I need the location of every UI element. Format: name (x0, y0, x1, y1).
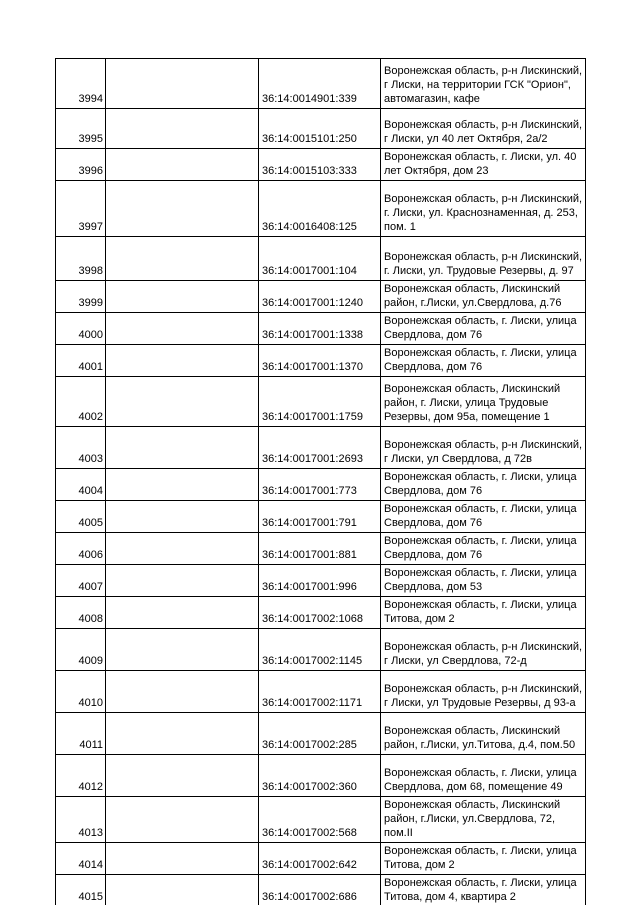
cadastral-number: 36:14:0017001:2693 (262, 453, 363, 465)
cadastral-number: 36:14:0017002:360 (262, 781, 357, 793)
address: Воронежская область, р-н Лискинский, г. Лиски, ул. Краснознаменная, д. 253, пом. 1 (384, 193, 583, 233)
row-number-cell (56, 671, 106, 713)
address-cell (381, 149, 586, 181)
blank-cell (106, 281, 259, 313)
cadastral-number: 36:14:0017001:1338 (262, 329, 363, 341)
table-row (56, 843, 586, 875)
blank-cell (106, 671, 259, 713)
cadastral-number: 36:14:0015103:333 (262, 165, 357, 177)
row-number-cell (56, 533, 106, 565)
address-cell (381, 469, 586, 501)
cadastral-number: 36:14:0015101:250 (262, 133, 357, 145)
row-number: 4011 (79, 739, 103, 751)
table-row (56, 281, 586, 313)
cadastral-number: 36:14:0017001:1759 (262, 411, 363, 423)
address: Воронежская область, р-н Лискинский, г Лиски, ул Свердлова, 72-д (384, 641, 583, 667)
table-row (56, 345, 586, 377)
blank-cell (106, 843, 259, 875)
address-cell (381, 597, 586, 629)
table-row (56, 501, 586, 533)
row-number-cell (56, 597, 106, 629)
address-cell (381, 345, 586, 377)
row-number: 4015 (78, 891, 103, 903)
row-number: 3995 (78, 133, 103, 145)
address: Воронежская область, г. Лиски, улица Свердлова, дом 76 (384, 535, 577, 561)
table-row (56, 797, 586, 843)
cadastral-cell (259, 377, 381, 427)
blank-cell (106, 59, 259, 109)
row-number: 4010 (78, 697, 103, 709)
row-number-cell (56, 149, 106, 181)
cadastral-number: 36:14:0014901:339 (262, 93, 357, 105)
cadastral-number: 36:14:0017001:1370 (262, 361, 363, 373)
cadastral-cell (259, 237, 381, 281)
blank-cell (106, 109, 259, 149)
address: Воронежская область, г. Лиски, улица Свердлова, дом 53 (384, 567, 577, 593)
cadastral-cell (259, 59, 381, 109)
row-number: 4006 (78, 549, 103, 561)
blank-cell (106, 597, 259, 629)
cadastral-cell (259, 345, 381, 377)
address: Воронежская область, г. Лиски, улица Свердлова, дом 76 (384, 503, 577, 529)
row-number-cell (56, 427, 106, 469)
address: Воронежская область, р-н Лискинский, г Лиски, ул Трудовые Резервы, д 93-а (384, 683, 583, 709)
cadastral-number: 36:14:0017002:642 (262, 859, 357, 871)
row-number: 4013 (78, 827, 103, 839)
blank-cell (106, 469, 259, 501)
address: Воронежская область, г. Лиски, улица Свердлова, дом 76 (384, 347, 577, 373)
table-row (56, 671, 586, 713)
blank-cell (106, 797, 259, 843)
row-number: 4014 (78, 859, 103, 871)
address: Воронежская область, Лискинский район, г.Лиски, ул.Свердлова, д.76 (384, 283, 562, 309)
row-number-cell (56, 313, 106, 345)
cadastral-cell (259, 533, 381, 565)
table-row (56, 377, 586, 427)
table-row (56, 469, 586, 501)
blank-cell (106, 533, 259, 565)
table-row (56, 755, 586, 797)
row-number: 4004 (78, 485, 103, 497)
row-number-cell (56, 281, 106, 313)
row-number: 3998 (78, 265, 103, 277)
address: Воронежская область, г. Лиски, улица Свердлова, дом 68, помещение 49 (384, 767, 577, 793)
address: Воронежская область, Лискинский район, г.Лиски, ул.Титова, д.4, пом.50 (384, 725, 576, 751)
table-row (56, 427, 586, 469)
row-number-cell (56, 181, 106, 237)
address: Воронежская область, г. Лиски, ул. 40 лет Октября, дом 23 (384, 151, 577, 177)
address-cell (381, 237, 586, 281)
blank-cell (106, 875, 259, 905)
cadastral-number: 36:14:0017001:773 (262, 485, 357, 497)
blank-cell (106, 565, 259, 597)
cadastral-cell (259, 755, 381, 797)
address-cell (381, 671, 586, 713)
row-number-cell (56, 237, 106, 281)
row-number: 4008 (78, 613, 103, 625)
cadastral-number: 36:14:0017002:285 (262, 739, 357, 751)
address: Воронежская область, р-н Лискинский, г Лиски, ул 40 лет Октября, 2а/2 (384, 119, 583, 145)
cadastral-cell (259, 149, 381, 181)
address-cell (381, 875, 586, 905)
cadastral-cell (259, 843, 381, 875)
address-cell (381, 109, 586, 149)
address-cell (381, 59, 586, 109)
row-number-cell (56, 843, 106, 875)
row-number-cell (56, 797, 106, 843)
row-number: 4005 (78, 517, 103, 529)
cadastral-cell (259, 629, 381, 671)
blank-cell (106, 755, 259, 797)
row-number: 4012 (78, 781, 103, 793)
row-number: 3997 (78, 221, 103, 233)
cadastral-number: 36:14:0017002:1068 (262, 613, 363, 625)
row-number-cell (56, 629, 106, 671)
table-row (56, 313, 586, 345)
row-number-cell (56, 345, 106, 377)
row-number-cell (56, 565, 106, 597)
address: Воронежская область, Лискинский район, г. Лиски, улица Трудовые Резервы, дом 95а, помещение 1 (384, 383, 561, 423)
table-body (56, 59, 586, 905)
row-number-cell (56, 875, 106, 905)
address: Воронежская область, р-н Лискинский, г. Лиски, ул. Трудовые Резервы, д. 97 (384, 251, 583, 277)
address-cell (381, 427, 586, 469)
address: Воронежская область, г. Лиски, улица Титова, дом 4, квартира 2 (384, 877, 577, 903)
row-number: 4002 (78, 411, 103, 423)
cadastral-number: 36:14:0017002:1171 (262, 697, 363, 709)
row-number: 4000 (78, 329, 103, 341)
address: Воронежская область, р-н Лискинский, г Лиски, на территории ГСК "Орион", автомагазин, кафе (384, 65, 583, 105)
blank-cell (106, 237, 259, 281)
blank-cell (106, 501, 259, 533)
row-number: 3994 (78, 93, 103, 105)
address-cell (381, 377, 586, 427)
address: Воронежская область, г. Лиски, улица Титова, дом 2 (384, 599, 577, 625)
address-cell (381, 755, 586, 797)
cadastral-number: 36:14:0017001:791 (262, 517, 357, 529)
address-cell (381, 281, 586, 313)
cadastral-number: 36:14:0017002:568 (262, 827, 357, 839)
table-row (56, 533, 586, 565)
row-number: 4007 (78, 581, 103, 593)
address: Воронежская область, г. Лиски, улица Свердлова, дом 76 (384, 471, 577, 497)
address-cell (381, 713, 586, 755)
blank-cell (106, 181, 259, 237)
table-row (56, 597, 586, 629)
cadastral-cell (259, 501, 381, 533)
cadastral-cell (259, 427, 381, 469)
address: Воронежская область, г. Лиски, улица Титова, дом 2 (384, 845, 577, 871)
table-row (56, 181, 586, 237)
cadastral-cell (259, 109, 381, 149)
cadastral-cell (259, 313, 381, 345)
row-number-cell (56, 469, 106, 501)
cadastral-number: 36:14:0017002:686 (262, 891, 357, 903)
row-number-cell (56, 377, 106, 427)
row-number-cell (56, 109, 106, 149)
address-cell (381, 501, 586, 533)
row-number: 4003 (78, 453, 103, 465)
address: Воронежская область, р-н Лискинский, г Лиски, ул Свердлова, д 72в (384, 439, 583, 465)
cadastral-number: 36:14:0017001:881 (262, 549, 357, 561)
table-row (56, 237, 586, 281)
blank-cell (106, 713, 259, 755)
blank-cell (106, 427, 259, 469)
cadastral-cell (259, 875, 381, 905)
blank-cell (106, 345, 259, 377)
address-cell (381, 313, 586, 345)
cadastral-cell (259, 597, 381, 629)
cadastral-cell (259, 713, 381, 755)
address-cell (381, 565, 586, 597)
blank-cell (106, 629, 259, 671)
cadastral-cell (259, 565, 381, 597)
cadastral-cell (259, 797, 381, 843)
cadastral-number: 36:14:0017001:996 (262, 581, 357, 593)
row-number: 4001 (78, 361, 103, 373)
row-number: 3999 (78, 297, 103, 309)
table-row (56, 713, 586, 755)
row-number-cell (56, 59, 106, 109)
cadastral-cell (259, 181, 381, 237)
cadastral-cell (259, 671, 381, 713)
table-row (56, 875, 586, 905)
records-table (55, 58, 586, 905)
cadastral-cell (259, 281, 381, 313)
cadastral-number: 36:14:0017001:104 (262, 265, 357, 277)
row-number-cell (56, 713, 106, 755)
address: Воронежская область, Лискинский район, г.Лиски, ул.Свердлова, 72, пом.II (384, 799, 561, 839)
blank-cell (106, 313, 259, 345)
cadastral-number: 36:14:0017002:1145 (262, 655, 363, 667)
table-row (56, 59, 586, 109)
address-cell (381, 797, 586, 843)
address-cell (381, 533, 586, 565)
address-cell (381, 843, 586, 875)
address: Воронежская область, г. Лиски, улица Свердлова, дом 76 (384, 315, 577, 341)
row-number: 4009 (78, 655, 103, 667)
table-row (56, 629, 586, 671)
blank-cell (106, 377, 259, 427)
row-number: 3996 (78, 165, 103, 177)
row-number-cell (56, 501, 106, 533)
table-row (56, 149, 586, 181)
address-cell (381, 181, 586, 237)
row-number-cell (56, 755, 106, 797)
blank-cell (106, 149, 259, 181)
cadastral-number: 36:14:0016408:125 (262, 221, 357, 233)
cadastral-number: 36:14:0017001:1240 (262, 297, 363, 309)
table-row (56, 109, 586, 149)
cadastral-cell (259, 469, 381, 501)
address-cell (381, 629, 586, 671)
table-row (56, 565, 586, 597)
